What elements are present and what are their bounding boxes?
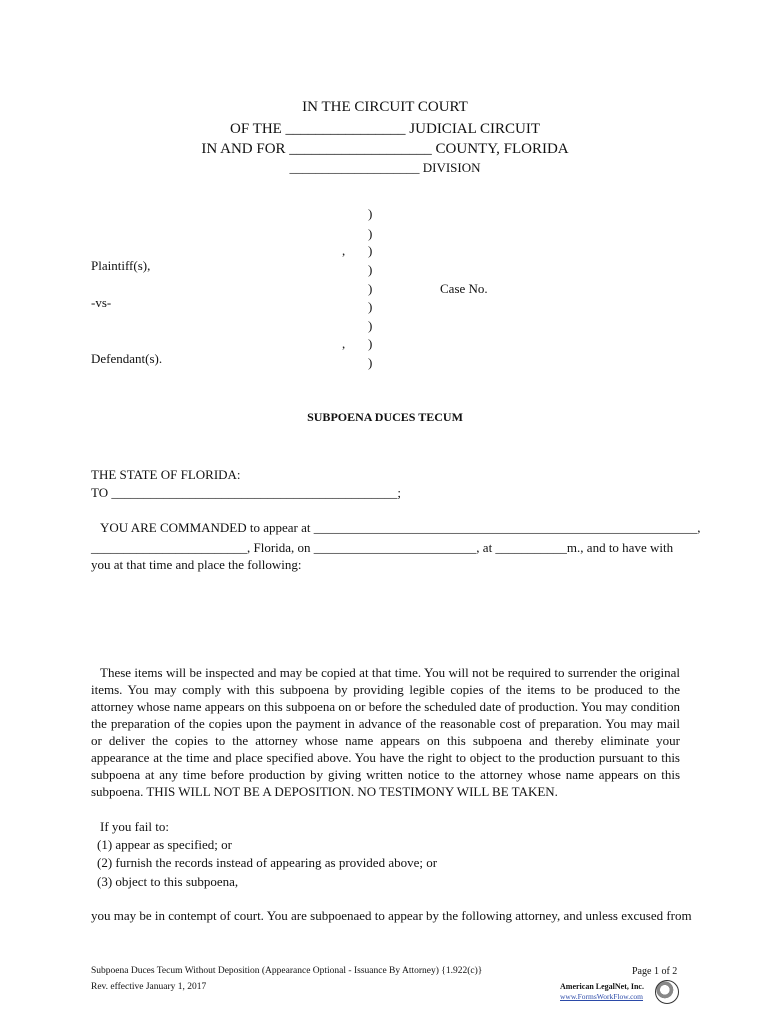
plaintiff-label: Plaintiff(s), <box>91 258 151 273</box>
footer-form-title: Subpoena Duces Tecum Without Deposition (Appearance Optional - Issuance By Attorney) {1.922(c)} <box>91 966 483 976</box>
court-header-division: ____________________ DIVISION <box>289 160 481 175</box>
state-of-florida: THE STATE OF FLORIDA: <box>91 467 241 482</box>
seal-icon <box>655 980 679 1004</box>
notice-paragraph: These items will be inspected and may be copied at that time. You will not be required to surrender the original items. You may comply with this subpoena by providing legible copies of the items to be produced to the attorney whose name appears on this subpoena on or before the scheduled date of production. You may condition the preparation of the copies upon the payment in advance of the reasonable cost of preparation. You may mail or deliver the copies to the attorney whose name appears on this subpoena and thereby eliminate your appearance at the time and place specified above. You have the right to object to the production pursuant to this subpoena at any time before production by giving written notice to the attorney whose name appears on this subpoena. THIS WILL NOT BE A DEPOSITION. NO TESTIMONY WILL BE TAKEN. <box>91 665 680 799</box>
caption-paren: ) <box>368 206 373 221</box>
caption-comma: , <box>342 243 346 258</box>
command-line1: YOU ARE COMMANDED to appear at ___________________________________________________________, <box>100 520 701 535</box>
command-line3: you at that time and place the following: <box>91 557 302 572</box>
failure-intro: If you fail to: <box>100 819 169 834</box>
caption-paren: ) <box>368 336 373 351</box>
case-number-label: Case No. <box>440 281 488 296</box>
footer-revision: Rev. effective January 1, 2017 <box>91 982 207 992</box>
contempt-line: you may be in contempt of court. You are subpoenaed to appear by the following attorney, and unless excused from <box>91 908 692 923</box>
court-header-line1: IN THE CIRCUIT COURT <box>302 99 468 115</box>
caption-paren: ) <box>368 281 373 296</box>
versus-label: -vs- <box>91 295 112 310</box>
caption-paren: ) <box>368 318 373 333</box>
document-title: SUBPOENA DUCES TECUM <box>307 410 463 424</box>
publisher-logo <box>560 980 678 1006</box>
caption-comma: , <box>342 336 346 351</box>
caption-paren: ) <box>368 243 373 258</box>
caption-paren: ) <box>368 262 373 277</box>
court-header-line2: OF THE ________________ JUDICIAL CIRCUIT <box>230 121 540 137</box>
to-line: TO ____________________________________________; <box>91 485 401 500</box>
court-header-line3: IN AND FOR ___________________ COUNTY, FLORIDA <box>201 141 569 157</box>
failure-item: (2) furnish the records instead of appearing as provided above; or <box>97 855 438 870</box>
publisher-name: American LegalNet, Inc. <box>560 982 644 991</box>
caption-paren: ) <box>368 355 373 370</box>
caption-paren: ) <box>368 299 373 314</box>
footer-page-number: Page 1 of 2 <box>632 966 678 977</box>
failure-item: (3) object to this subpoena, <box>97 874 239 889</box>
publisher-url[interactable]: www.FormsWorkFlow.com <box>560 992 644 1001</box>
caption-paren: ) <box>368 226 373 241</box>
failure-item: (1) appear as specified; or <box>97 837 232 852</box>
defendant-label: Defendant(s). <box>91 351 163 366</box>
command-line2: ________________________, Florida, on _________________________, at ___________m., and to have with <box>91 540 674 555</box>
